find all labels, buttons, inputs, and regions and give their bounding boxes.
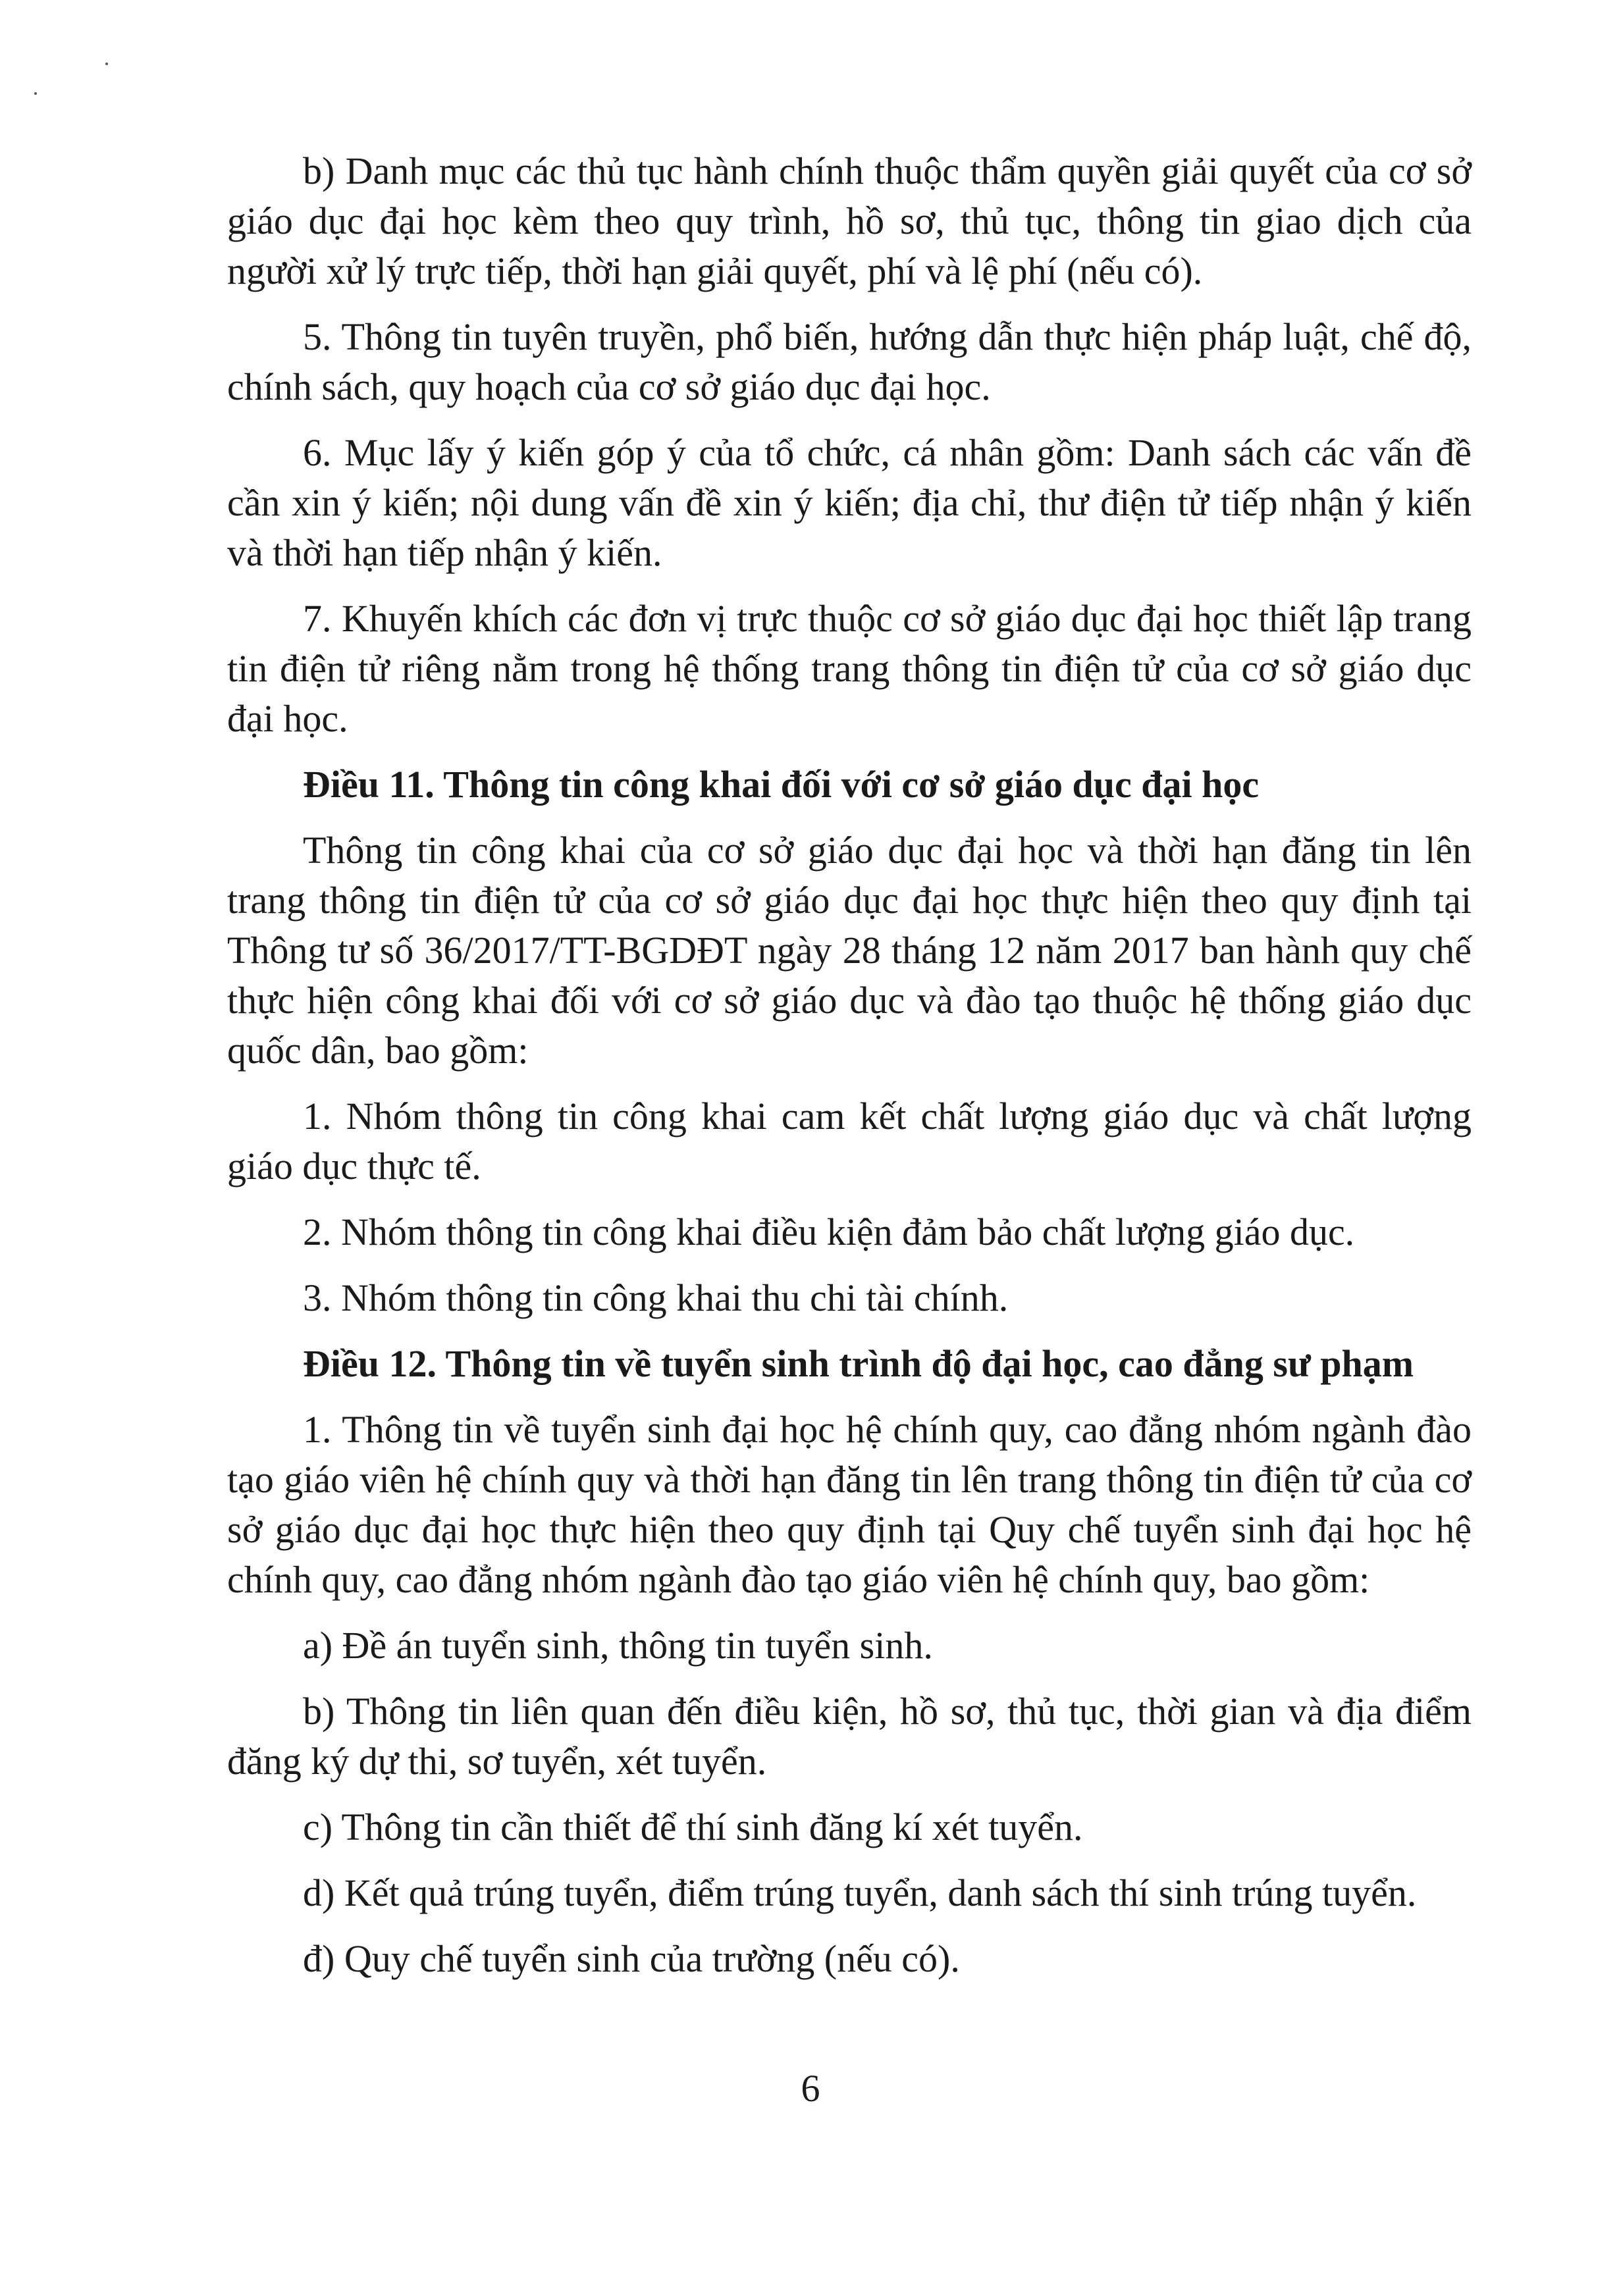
article-12-item-1c: c) Thông tin cần thiết để thí sinh đăng kí xét tuyển. <box>303 1806 1083 1848</box>
article-11-heading: Điều 11. Thông tin công khai đối với cơ sở giáo dục đại học <box>303 763 1260 806</box>
article-11-item-1: 1. Nhóm thông tin công khai cam kết chất lượng giáo dục và chất lượng giáo dục thực tế. <box>227 1095 1472 1187</box>
article-11-item-2: 2. Nhóm thông tin công khai điều kiện đảm bảo chất lượng giáo dục. <box>303 1211 1355 1253</box>
document-body <box>227 146 1472 2000</box>
scan-speck <box>105 63 108 65</box>
paragraph-7: 7. Khuyến khích các đơn vị trực thuộc cơ sở giáo dục đại học thiết lập trang tin điện tử riêng nằm trong hệ thống trang thông tin điện tử của cơ sở giáo dục đại học. <box>227 597 1472 740</box>
article-12-item-1dd: đ) Quy chế tuyển sinh của trường (nếu có). <box>303 1937 960 1980</box>
page-number: 6 <box>801 2067 820 2110</box>
article-11-item-3: 3. Nhóm thông tin công khai thu chi tài chính. <box>303 1276 1009 1319</box>
scan-speck <box>34 92 37 95</box>
article-12-item-1d: d) Kết quả trúng tuyển, điểm trúng tuyển, danh sách thí sinh trúng tuyển. <box>303 1871 1417 1914</box>
article-12-item-1a: a) Đề án tuyển sinh, thông tin tuyển sinh. <box>303 1624 933 1667</box>
article-12-heading: Điều 12. Thông tin về tuyển sinh trình độ đại học, cao đẳng sư phạm <box>303 1342 1414 1385</box>
article-12-item-1b: b) Thông tin liên quan đến điều kiện, hồ sơ, thủ tục, thời gian và địa điểm đăng ký dự thi, sơ tuyển, xét tuyển. <box>227 1690 1472 1783</box>
paragraph-6: 6. Mục lấy ý kiến góp ý của tổ chức, cá nhân gồm: Danh sách các vấn đề cần xin ý kiến; nội dung vấn đề xin ý kiến; địa chỉ, thư điện tử tiếp nhận ý kiến và thời hạn tiếp nhận ý kiến. <box>227 431 1472 574</box>
paragraph-5: 5. Thông tin tuyên truyền, phổ biến, hướng dẫn thực hiện pháp luật, chế độ, chính sách, quy hoạch của cơ sở giáo dục đại học. <box>227 315 1472 408</box>
article-12-item-1: 1. Thông tin về tuyển sinh đại học hệ chính quy, cao đẳng nhóm ngành đào tạo giáo viên hệ chính quy và thời hạn đăng tin lên trang thông tin điện tử của cơ sở giáo dục đại học thực hiện theo quy định tại Quy chế tuyển sinh đại học hệ chính quy, cao đẳng nhóm ngành đào tạo giáo viên hệ chính quy, bao gồm: <box>227 1408 1472 1601</box>
paragraph-4b: b) Danh mục các thủ tục hành chính thuộc thẩm quyền giải quyết của cơ sở giáo dục đại học kèm theo quy trình, hồ sơ, thủ tục, thông tin giao dịch của người xử lý trực tiếp, thời hạn giải quyết, phí và lệ phí (nếu có). <box>227 149 1472 292</box>
article-11-intro: Thông tin công khai của cơ sở giáo dục đại học và thời hạn đăng tin lên trang thông tin điện tử của cơ sở giáo dục đại học thực hiện theo quy định tại Thông tư số 36/2017/TT-BGDĐT ngày 28 tháng 12 năm 2017 ban hành quy chế thực hiện công khai đối với cơ sở giáo dục và đào tạo thuộc hệ thống giáo dục quốc dân, bao gồm: <box>227 829 1472 1072</box>
